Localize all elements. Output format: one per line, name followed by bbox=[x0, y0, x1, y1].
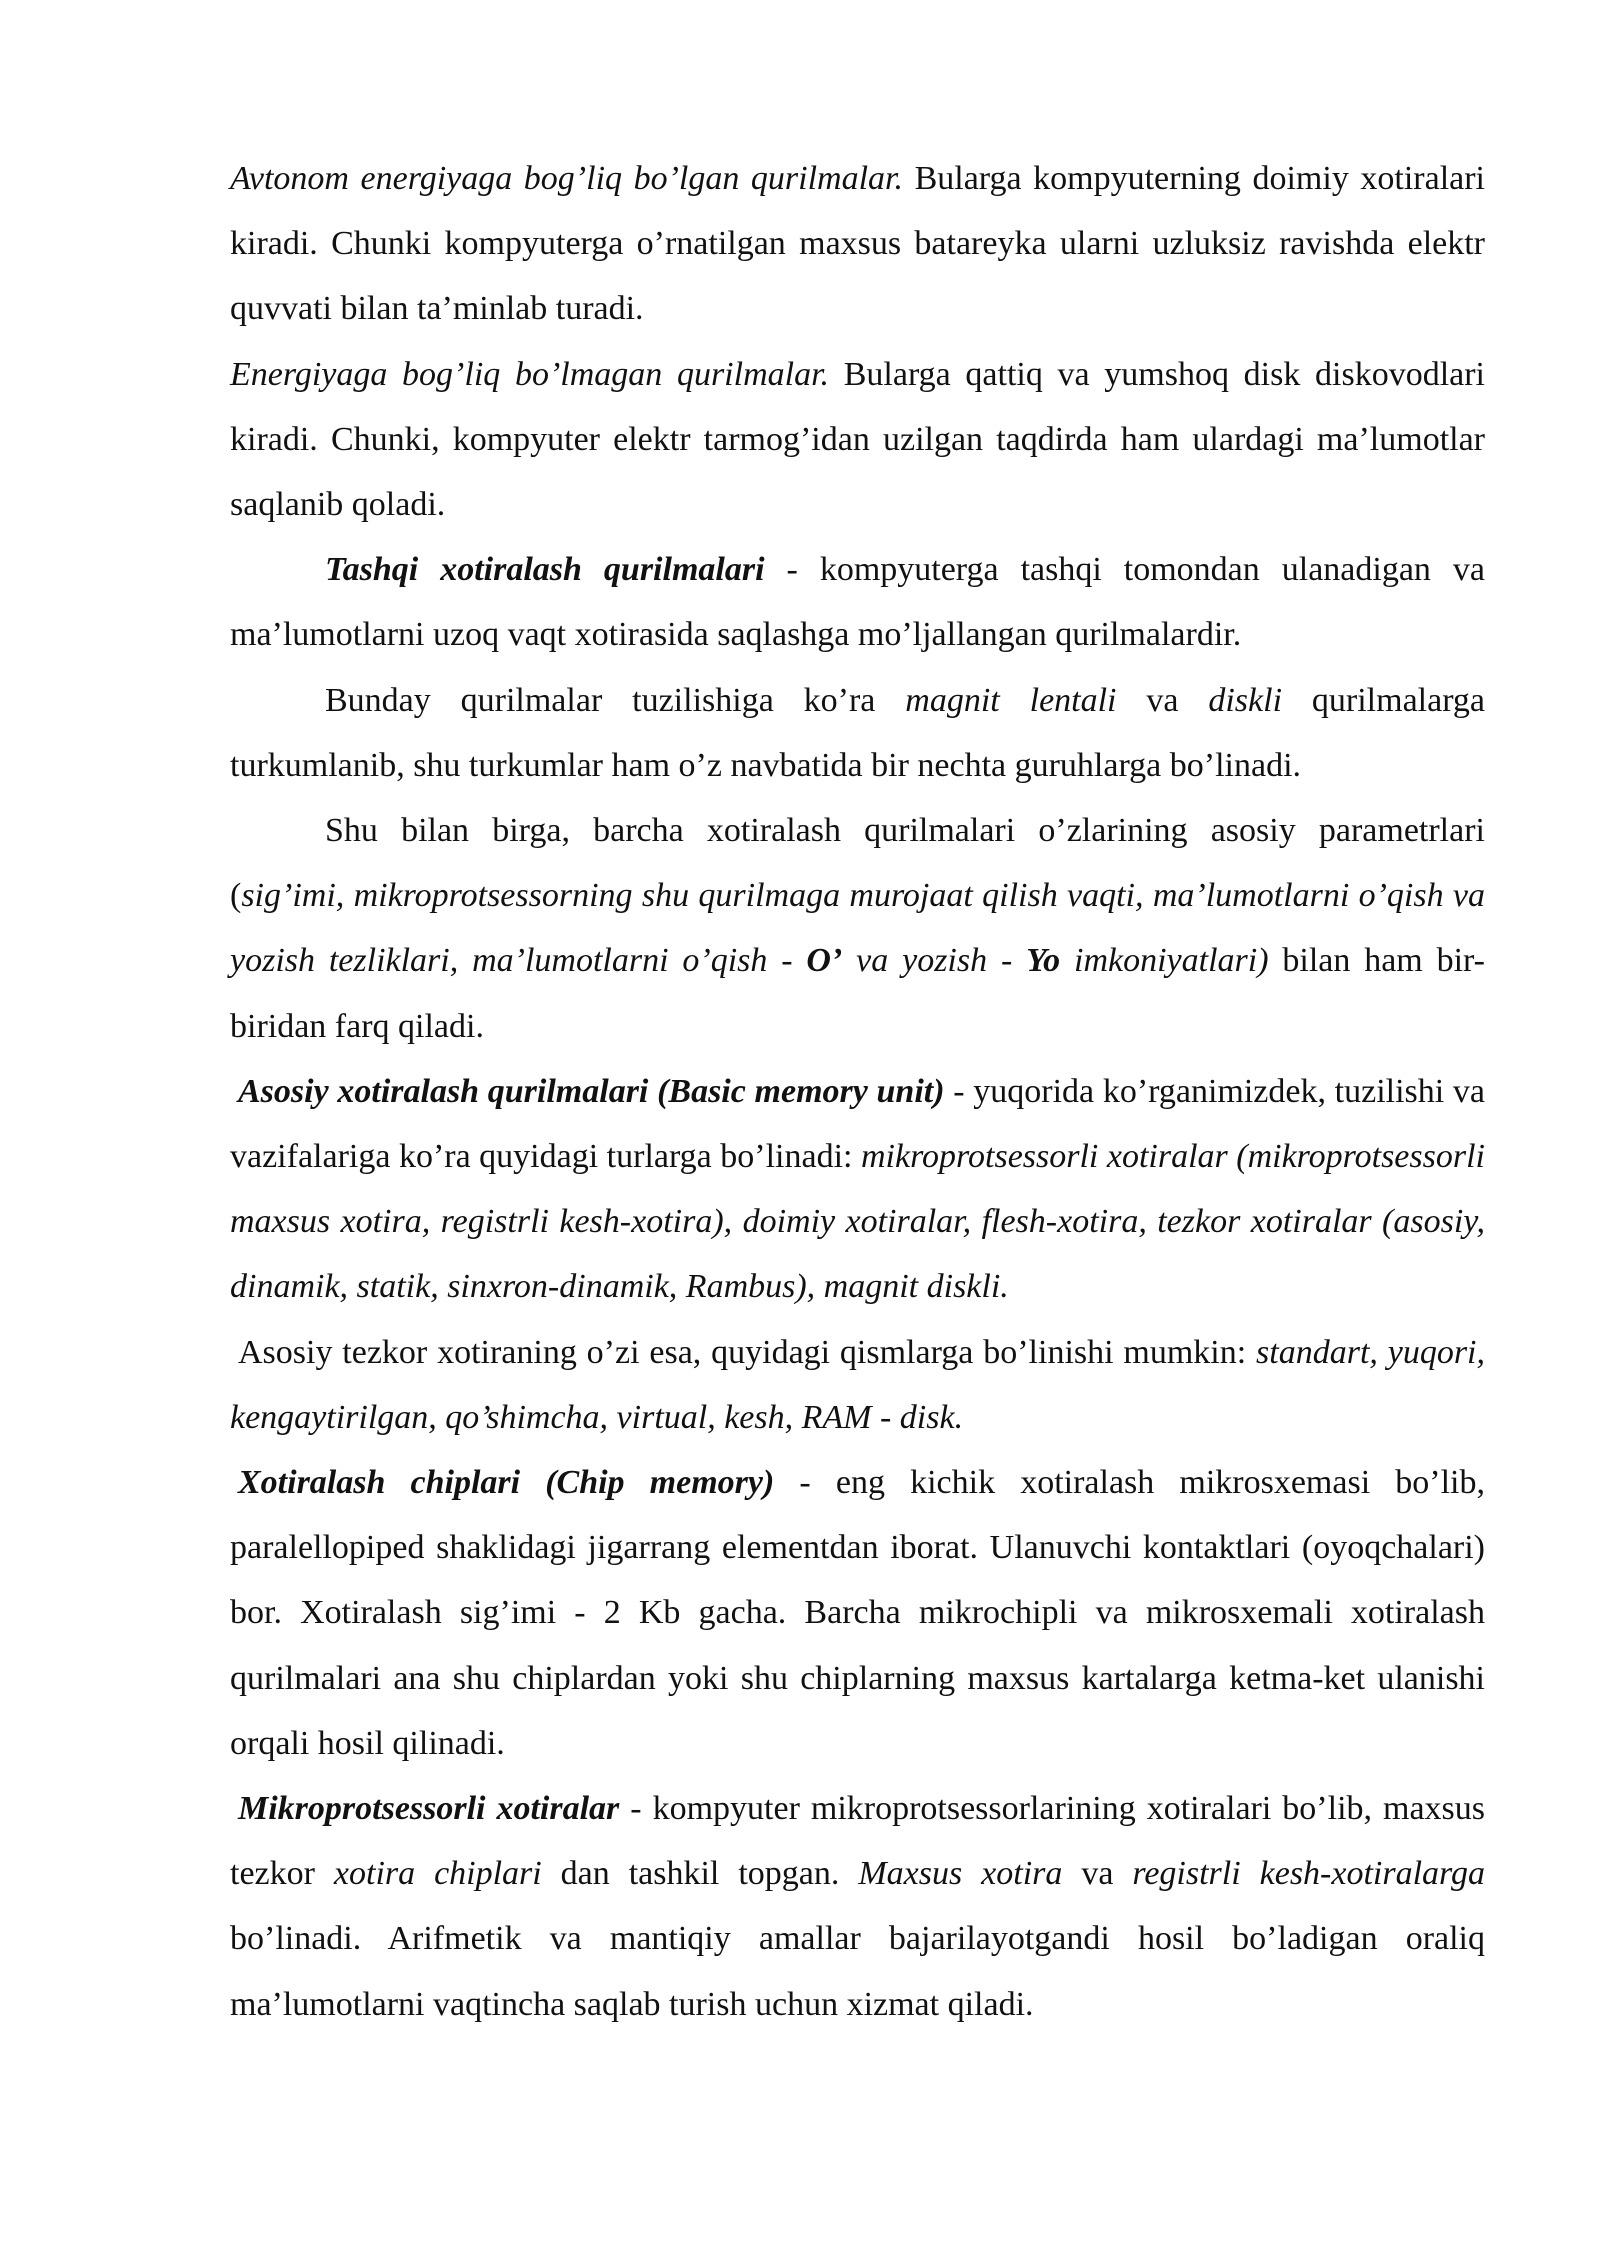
text-segment: va yozish bbox=[842, 942, 988, 980]
text-segment: - kompyuterga tashqi tomondan ulanadigan va ma’lumotlarni uzoq vaqt xotirasida saqlashga mo’ljallangan qurilmalardir. bbox=[230, 551, 1485, 654]
text-segment: Xotiralash chiplari (Chip memory) bbox=[238, 1464, 775, 1502]
text-segment: sig’imi, mikroprotsessorning shu qurilmaga murojaat qilish vaqti, ma’lumotlarni o’qish va yozish tezliklari, ma’lumotlarni o’qish bbox=[230, 877, 1485, 980]
text-segment: dan tashkil topgan. bbox=[541, 1855, 859, 1893]
paragraph-non-energy-devices bbox=[230, 342, 1485, 538]
text-segment: xotira chiplari bbox=[333, 1855, 542, 1893]
text-segment: diskli bbox=[1208, 681, 1283, 719]
text-segment: bo’linadi. Arifmetik va mantiqiy amallar bajarilayotgandi hosil bo’ladigan oraliq ma’lumotlarni vaqtincha saqlab turish uchun xizmat qiladi. bbox=[230, 1920, 1485, 2023]
paragraph-external-storage bbox=[230, 537, 1485, 667]
text-segment: - bbox=[767, 942, 807, 980]
text-segment: - eng kichik xotiralash mikrosxemasi bo’lib, paralellopiped shaklidagi jigarrang elementdan iborat. Ulanuvchi kontaktlari (oyoqchalari) bor. Xotiralash sig’imi - 2 Kb gacha. Barcha mikrochipli va mikrosxemali xotiralash qurilmalari ana shu chiplardan yoki shu chiplarning maxsus kartalarga ketma-ket ulanishi orqali hosil qilinadi. bbox=[230, 1464, 1485, 1762]
text-segment: Maxsus xotira bbox=[858, 1855, 1063, 1893]
text-segment: Mikroprotsessorli xotiralar bbox=[238, 1790, 620, 1828]
paragraph-chip-memory bbox=[230, 1450, 1485, 1776]
text-segment: - bbox=[987, 942, 1027, 980]
text-segment: Energiyaga bog’liq bo’lmagan qurilmalar. bbox=[230, 355, 830, 393]
text-segment: imkoniyatlari) bbox=[1060, 942, 1269, 980]
text-segment: qurilmalarga turkumlanib, shu turkumlar ham o’z navbatida bir nechta guruhlarga bo’linadi. bbox=[230, 681, 1485, 784]
paragraph-main-ram-parts bbox=[230, 1320, 1485, 1450]
text-segment: magnit lentali bbox=[905, 681, 1117, 719]
text-segment: - kompyuter mikroprotsessorlarining xotiralari bo’lib, maxsus tezkor bbox=[230, 1790, 1485, 1893]
text-segment: mikroprotsessorli xotiralar (mikroprotsessorli maxsus xotira, registrli kesh-xotira), doimiy xotiralar, flesh-xotira, tezkor xotiralar (asosiy, dinamik, statik, sinxron-dinamik, Rambus), magnit diskli. bbox=[230, 1138, 1485, 1306]
paragraph-microprocessor-memory bbox=[230, 1776, 1485, 2037]
text-segment: registrli kesh-xotiralarga bbox=[1132, 1855, 1485, 1893]
text-segment: Shu bilan birga, barcha xotiralash qurilmalari o’zlarining asosiy parametrlari ( bbox=[230, 812, 1485, 915]
paragraph-autonomous-devices bbox=[230, 146, 1485, 342]
text-segment: - yuqorida ko’rganimizdek, tuzilishi va vazifalariga ko’ra quyidagi turlarga bo’linadi: bbox=[230, 1072, 1485, 1176]
text-segment: va bbox=[1116, 681, 1209, 719]
text-segment: Asosiy tezkor xotiraning o’zi esa, quyidagi qismlarga bo’linishi mumkin: bbox=[238, 1333, 1257, 1371]
text-segment: Bularga qattiq va yumshoq disk diskovodlari kiradi. Chunki, kompyuter elektr tarmog’idan uzilgan taqdirda ham ulardagi ma’lumotlar saqlanib qoladi. bbox=[230, 355, 1486, 524]
document-page bbox=[230, 146, 1485, 2037]
text-segment: bilan ham bir-biridan farq qiladi. bbox=[230, 942, 1485, 1045]
text-segment: Bularga kompyuterning doimiy xotiralari kiradi. Chunki kompyuterga o’rnatilgan maxsus batareyka ularni uzluksiz ravishda elektr quvvati bilan ta’minlab turadi. bbox=[230, 160, 1485, 328]
text-segment: O’ bbox=[806, 942, 843, 980]
paragraph-parameters bbox=[230, 798, 1485, 1059]
text-segment: va bbox=[1062, 1855, 1133, 1893]
text-segment: Avtonom energiyaga bog’liq bo’lgan qurilmalar. bbox=[230, 160, 904, 197]
paragraph-basic-memory-unit bbox=[230, 1059, 1485, 1320]
text-segment: standart, yuqori, kengaytirilgan, qo’shimcha, virtual, kesh, RAM - disk. bbox=[230, 1333, 1485, 1436]
paragraph-device-classification bbox=[230, 668, 1485, 798]
text-segment: Tashqi xotiralash qurilmalari bbox=[325, 551, 765, 589]
text-segment: Bunday qurilmalar tuzilishiga ko’ra bbox=[325, 681, 906, 719]
text-segment: Asosiy xotiralash qurilmalari (Basic memory unit) bbox=[238, 1072, 945, 1110]
text-segment: Yo bbox=[1026, 942, 1061, 980]
